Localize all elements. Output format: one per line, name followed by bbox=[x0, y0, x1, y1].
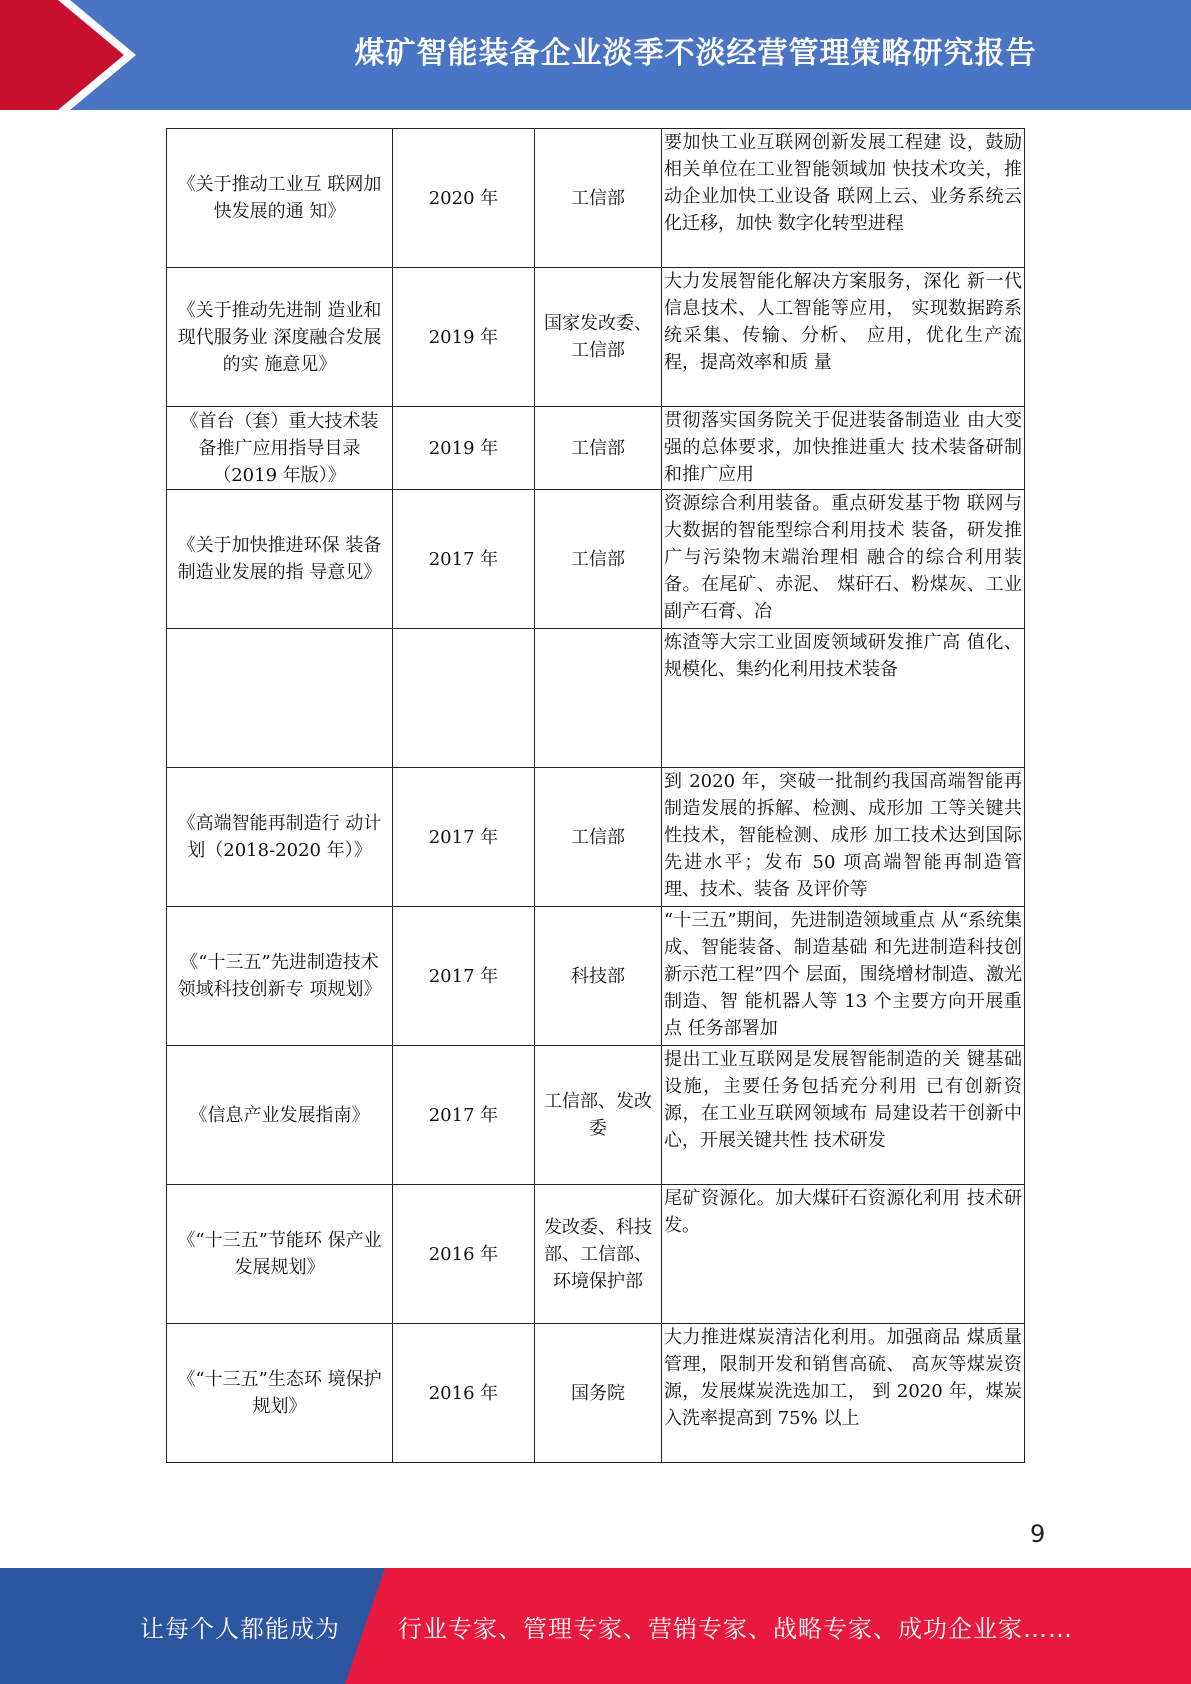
policy-name-cell: 《“十三五”生态环 境保护规划》 bbox=[167, 1324, 393, 1463]
policy-year-cell: 2020 年 bbox=[393, 129, 535, 268]
table-row bbox=[167, 629, 1025, 768]
policy-dept-cell: 工信部 bbox=[535, 768, 662, 907]
footer-slogan-left: 让每个人都能成为 bbox=[140, 1614, 340, 1643]
policy-year-cell: 2017 年 bbox=[393, 768, 535, 907]
policy-dept-cell: 工信部 bbox=[535, 407, 662, 490]
policy-dept-cell: 工信部 bbox=[535, 129, 662, 268]
table-row bbox=[167, 768, 1025, 907]
policy-name-cell: 《关于推动工业互 联网加快发展的通 知》 bbox=[167, 129, 393, 268]
policy-name-cell: 《高端智能再制造行 动计划（2018-2020 年）》 bbox=[167, 768, 393, 907]
policy-name-cell bbox=[167, 629, 393, 768]
table-row bbox=[167, 1046, 1025, 1185]
policy-dept-cell: 发改委、科技部、工信部、环境保护部 bbox=[535, 1185, 662, 1324]
table-row bbox=[167, 268, 1025, 407]
policy-name-cell: 《“十三五”先进制造技术领域科技创新专 项规划》 bbox=[167, 907, 393, 1046]
policy-year-cell: 2019 年 bbox=[393, 268, 535, 407]
policy-year-cell: 2016 年 bbox=[393, 1324, 535, 1463]
header-chevron-decoration bbox=[0, 0, 160, 110]
policy-dept-cell: 工信部 bbox=[535, 490, 662, 629]
policy-name-cell: 《信息产业发展指南》 bbox=[167, 1046, 393, 1185]
policy-year-cell: 2017 年 bbox=[393, 1046, 535, 1185]
page-number: 9 bbox=[1030, 1520, 1046, 1548]
page-footer bbox=[0, 1568, 1191, 1684]
policy-name-cell: 《关于推动先进制 造业和现代服务业 深度融合发展的实 施意见》 bbox=[167, 268, 393, 407]
table-row bbox=[167, 407, 1025, 490]
policy-desc-cell: “十三五”期间，先进制造领域重点 从“系统集成、智能装备、制造基础 和先进制造科技创新示范工程”四个 层面，围绕增材制造、激光制造、智 能机器人等 13 个主要方向开展重点 任务部署加 bbox=[662, 907, 1025, 1046]
policy-dept-cell: 工信部、发改委 bbox=[535, 1046, 662, 1185]
policy-dept-cell: 国家发改委、工信部 bbox=[535, 268, 662, 407]
page-header bbox=[0, 0, 1191, 110]
policy-year-cell: 2016 年 bbox=[393, 1185, 535, 1324]
policy-year-cell: 2019 年 bbox=[393, 407, 535, 490]
policy-year-cell: 2017 年 bbox=[393, 490, 535, 629]
policy-table bbox=[166, 128, 1025, 1463]
footer-slogan-right: 行业专家、管理专家、营销专家、战略专家、成功企业家…… bbox=[398, 1614, 1073, 1643]
policy-dept-cell: 科技部 bbox=[535, 907, 662, 1046]
policy-desc-cell: 大力推进煤炭清洁化利用。加强商品 煤质量管理，限制开发和销售高硫、 高灰等煤炭资源，发展煤炭洗选加工， 到 2020 年，煤炭入洗率提高到 75% 以上 bbox=[662, 1324, 1025, 1463]
policy-desc-cell: 要加快工业互联网创新发展工程建 设，鼓励相关单位在工业智能领域加 快技术攻关，推动企业加快工业设备 联网上云、业务系统云化迁移，加快 数字化转型进程 bbox=[662, 129, 1025, 268]
policy-desc-cell: 贯彻落实国务院关于促进装备制造业 由大变强的总体要求，加快推进重大 技术装备研制和推广应用 bbox=[662, 407, 1025, 490]
policy-name-cell: 《首台（套）重大技术装备推广应用指导目录（2019 年版）》 bbox=[167, 407, 393, 490]
policy-desc-cell: 资源综合利用装备。重点研发基于物 联网与大数据的智能型综合利用技术 装备，研发推广与污染物末端治理相 融合的综合利用装备。在尾矿、赤泥、 煤矸石、粉煤灰、工业副产石膏、冶 bbox=[662, 490, 1025, 629]
policy-name-cell: 《“十三五”节能环 保产业发展规划》 bbox=[167, 1185, 393, 1324]
policy-dept-cell: 国务院 bbox=[535, 1324, 662, 1463]
policy-desc-cell: 尾矿资源化。加大煤矸石资源化利用 技术研发。 bbox=[662, 1185, 1025, 1324]
table-row bbox=[167, 1324, 1025, 1463]
table-row bbox=[167, 490, 1025, 629]
policy-year-cell bbox=[393, 629, 535, 768]
table-row bbox=[167, 129, 1025, 268]
policy-year-cell: 2017 年 bbox=[393, 907, 535, 1046]
table-row bbox=[167, 907, 1025, 1046]
policy-dept-cell bbox=[535, 629, 662, 768]
policy-desc-cell: 炼渣等大宗工业固废领域研发推广高 值化、规模化、集约化利用技术装备 bbox=[662, 629, 1025, 768]
policy-desc-cell: 到 2020 年，突破一批制约我国高端智能再制造发展的拆解、检测、成形加 工等关键共性技术，智能检测、成形 加工技术达到国际先进水平；发布 50 项高端智能再制造管理、技术、装备 及评价等 bbox=[662, 768, 1025, 907]
policy-desc-cell: 提出工业互联网是发展智能制造的关 键基础设施，主要任务包括充分利用 已有创新资源，在工业互联网领域布 局建设若干创新中心，开展关键共性 技术研发 bbox=[662, 1046, 1025, 1185]
policy-name-cell: 《关于加快推进环保 装备制造业发展的指 导意见》 bbox=[167, 490, 393, 629]
policy-desc-cell: 大力发展智能化解决方案服务，深化 新一代信息技术、人工智能等应用， 实现数据跨系统采集、传输、分析、 应用，优化生产流程，提高效率和质 量 bbox=[662, 268, 1025, 407]
report-title: 煤矿智能装备企业淡季不淡经营管理策略研究报告 bbox=[354, 36, 1037, 71]
table-row bbox=[167, 1185, 1025, 1324]
